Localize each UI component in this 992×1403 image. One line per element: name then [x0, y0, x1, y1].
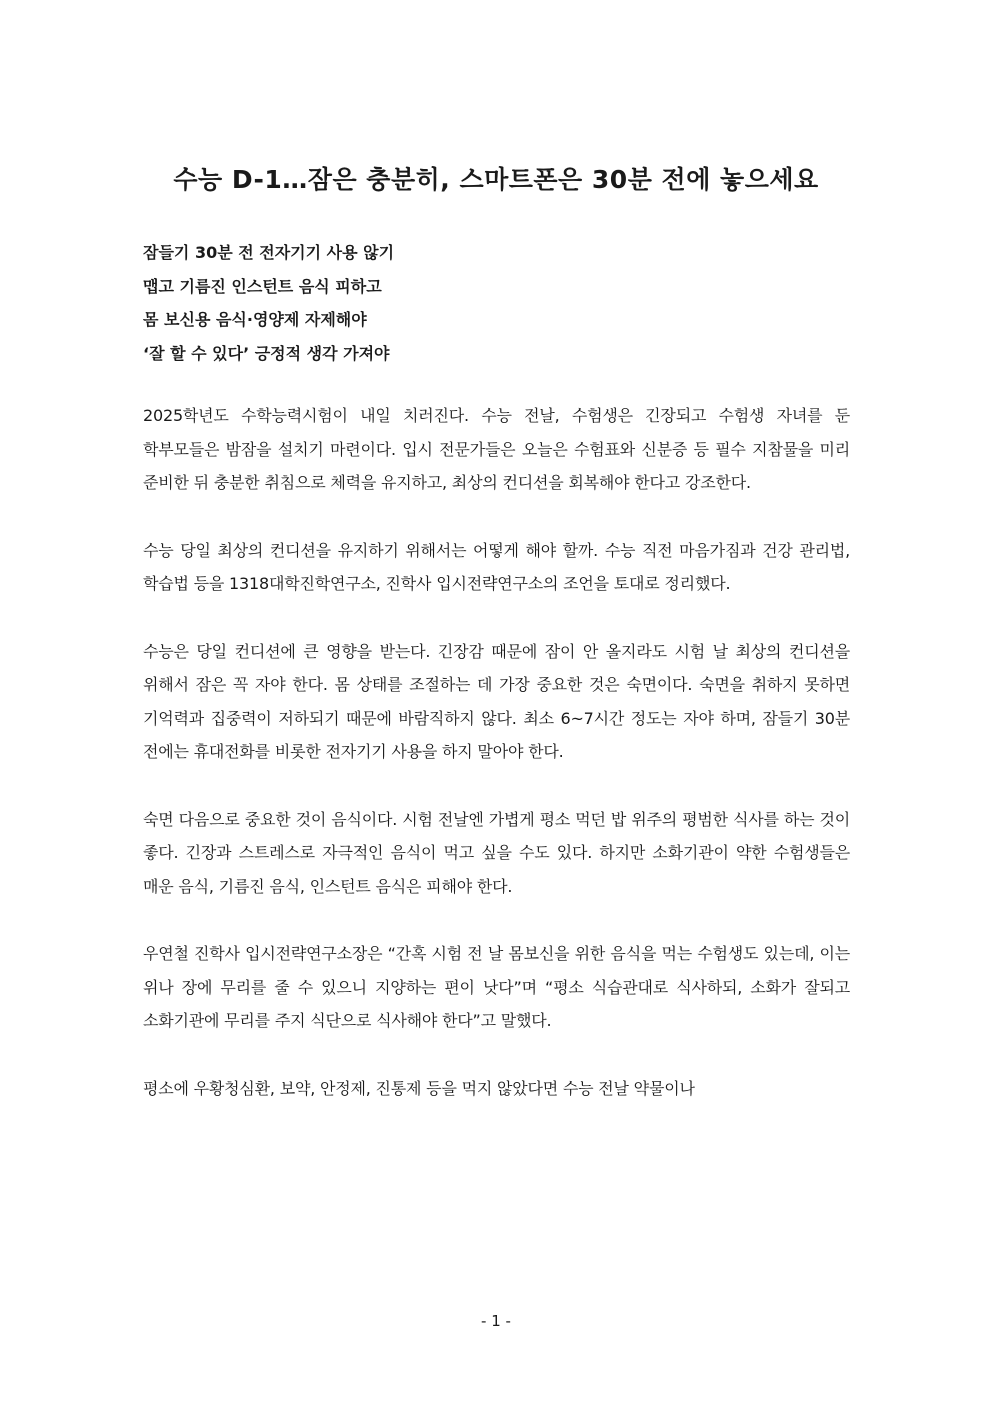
subheadline: 맵고 기름진 인스턴트 음식 피하고 [143, 276, 382, 296]
body-paragraph: 평소에 우황청심환, 보약, 안정제, 진통제 등을 먹지 않았다면 수능 전날 약물이나 [143, 1078, 695, 1098]
article-title: 수능 D-1…잠은 충분히, 스마트폰은 30분 전에 놓으세요 [173, 165, 819, 194]
body-paragraph: 수능은 당일 컨디션에 큰 영향을 받는다. 긴장감 때문에 잠이 안 올지라도 시험 날 최상의 컨디션을 위해서 잠은 꼭 자야 한다. 몸 상태를 조절하는 데 가장 중요한 것은 숙면이다. 숙면을 취하지 못하면 기억력과 집중력이 저하되기 때문에 바람직하지 않다. 최소 6~7시간 정도는 자야 하며, 잠들기 30분 전에는 휴대전화를 비롯한 전자기기 사용을 하지 말아야 한다. [143, 641, 850, 761]
page-number: - 1 - [481, 1312, 511, 1330]
body-paragraph: 우연철 진학사 입시전략연구소장은 “간혹 시험 전 날 몸보신을 위한 음식을 먹는 수험생도 있는데, 이는 위나 장에 무리를 줄 수 있으니 지양하는 편이 낫다”며 “평소 식습관대로 식사하되, 소화가 잘되고 소화기관에 무리를 주지 식단으로 식사해야 한다”고 말했다. [143, 944, 850, 1030]
subheadline: 몸 보신용 음식·영양제 자제해야 [143, 310, 367, 329]
subheadline: ‘잘 할 수 있다’ 긍정적 생각 가져야 [143, 343, 390, 363]
subheadline-list [143, 236, 863, 370]
body-paragraph: 2025학년도 수학능력시험이 내일 치러진다. 수능 전날, 수험생은 긴장되고 수험생 자녀를 둔 학부모들은 밤잠을 설치기 마련이다. 입시 전문가들은 오늘은 수험표와 신분증 등 필수 지참물을 미리 준비한 뒤 충분한 취침으로 체력을 유지하고, 최상의 컨디션을 회복해야 한다고 강조한다. [143, 406, 850, 492]
article-body [143, 399, 850, 1139]
body-paragraph: 숙면 다음으로 중요한 것이 음식이다. 시험 전날엔 가볍게 평소 먹던 밥 위주의 평범한 식사를 하는 것이 좋다. 긴장과 스트레스로 자극적인 음식이 먹고 싶을 수도 있다. 하지만 소화기관이 약한 수험생들은 매운 음식, 기름진 음식, 인스턴트 음식은 피해야 한다. [143, 809, 850, 896]
subheadline: 잠들기 30분 전 전자기기 사용 않기 [143, 243, 395, 262]
body-paragraph: 수능 당일 최상의 컨디션을 유지하기 위해서는 어떻게 해야 할까. 수능 직전 마음가짐과 건강 관리법, 학습법 등을 1318대학진학연구소, 진학사 입시전략연구소의 조언을 토대로 정리했다. [143, 540, 850, 593]
